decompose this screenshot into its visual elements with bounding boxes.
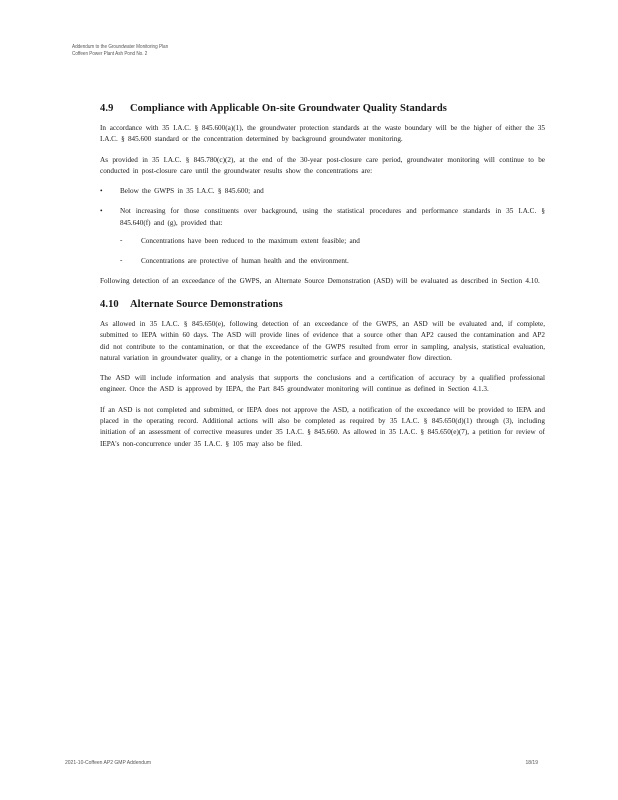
paragraph: As provided in 35 I.A.C. § 845.780(c)(2), at the end of the 30-year post-closure care period, groundwater monitoring will continue to be conducted in post-closure care until the groundwater results show the concentrations are: (100, 155, 545, 175)
section-4-9-heading (100, 102, 545, 115)
sub-list-item-text: Concentrations are protective of human health and the environment. (141, 257, 349, 266)
dash-marker: - (120, 256, 123, 265)
section-number: 4.10 (100, 298, 119, 310)
paragraph: In accordance with 35 I.A.C. § 845.600(a)(1), the groundwater protection standards at the waste boundary will be the higher of either the 35 I.A.C. § 845.600 standard or the concentration determined by background groundwater monitoring. (100, 124, 545, 144)
running-header (72, 44, 168, 58)
header-line-2: Coffeen Power Plant Ash Pond No. 2 (72, 51, 148, 57)
sub-list-item (120, 256, 545, 267)
section-title: Alternate Source Demonstrations (130, 298, 283, 310)
paragraph: The ASD will include information and analysis that supports the conclusions and a certification of accuracy by a qualified professional engineer. Once the ASD is approved by IEPA, the Part 845 groundwater monitoring will continue as defined in Section 4.1.3. (100, 374, 545, 394)
dash-marker: - (120, 236, 123, 245)
section-4-10-heading (100, 298, 545, 311)
list-item (100, 186, 545, 197)
bullet-list (100, 186, 545, 267)
page-number: 18/19 (525, 760, 538, 766)
running-footer (65, 760, 538, 766)
header-line-1: Addendum to the Groundwater Monitoring Plan (72, 44, 169, 50)
main-content (100, 102, 545, 450)
list-item (100, 206, 545, 267)
paragraph: As allowed in 35 I.A.C. § 845.650(e), following detection of an exceedance of the GWPS, an ASD will be evaluated and, if complete, submitted to IEPA within 60 days. The ASD will provide lines of evidence that a source other than AP2 caused the contamination and AP2 did not contribute to the contamination, or that the exceedance of the GWPS resulted from error in sampling, analysis, statistical evaluation, natural variation in groundwater quality, or a change in the potentiometric surface and groundwater flow direction. (100, 319, 545, 362)
footer-document-id: 2021-10-Coffeen AP2 GMP Addendum (65, 760, 151, 766)
bullet-marker: • (100, 207, 103, 216)
list-item-text: Below the GWPS in 35 I.A.C. § 845.600; and (120, 187, 264, 196)
sub-list-item (120, 236, 545, 247)
paragraph: If an ASD is not completed and submitted, or IEPA does not approve the ASD, a notification of the exceedance will be provided to IEPA and placed in the operating record. Additional actions will also be completed as required by 35 I.A.C. § 845.650(d)(1) through (3), including initiation of an assessment of corrective measures under 35 I.A.C. § 845.660. As allowed in 35 I.A.C. § 845.650(e)(7), a petition for review of IEPA's non-concurrence under 35 I.A.C. § 105 may also be filed. (100, 405, 545, 448)
bullet-marker: • (100, 187, 103, 196)
sub-bullet-list (120, 236, 545, 268)
paragraph: Following detection of an exceedance of the GWPS, an Alternate Source Demonstration (ASD) will be evaluated as described in Section 4.10. (100, 276, 540, 285)
list-item-text: Not increasing for those constituents over background, using the statistical procedures and performance standards in 35 I.A.C. § 845.640(f) and (g), provided that: (120, 207, 545, 227)
section-title: Compliance with Applicable On-site Groundwater Quality Standards (130, 103, 447, 114)
section-number: 4.9 (100, 103, 114, 114)
sub-list-item-text: Concentrations have been reduced to the maximum extent feasible; and (141, 237, 360, 246)
